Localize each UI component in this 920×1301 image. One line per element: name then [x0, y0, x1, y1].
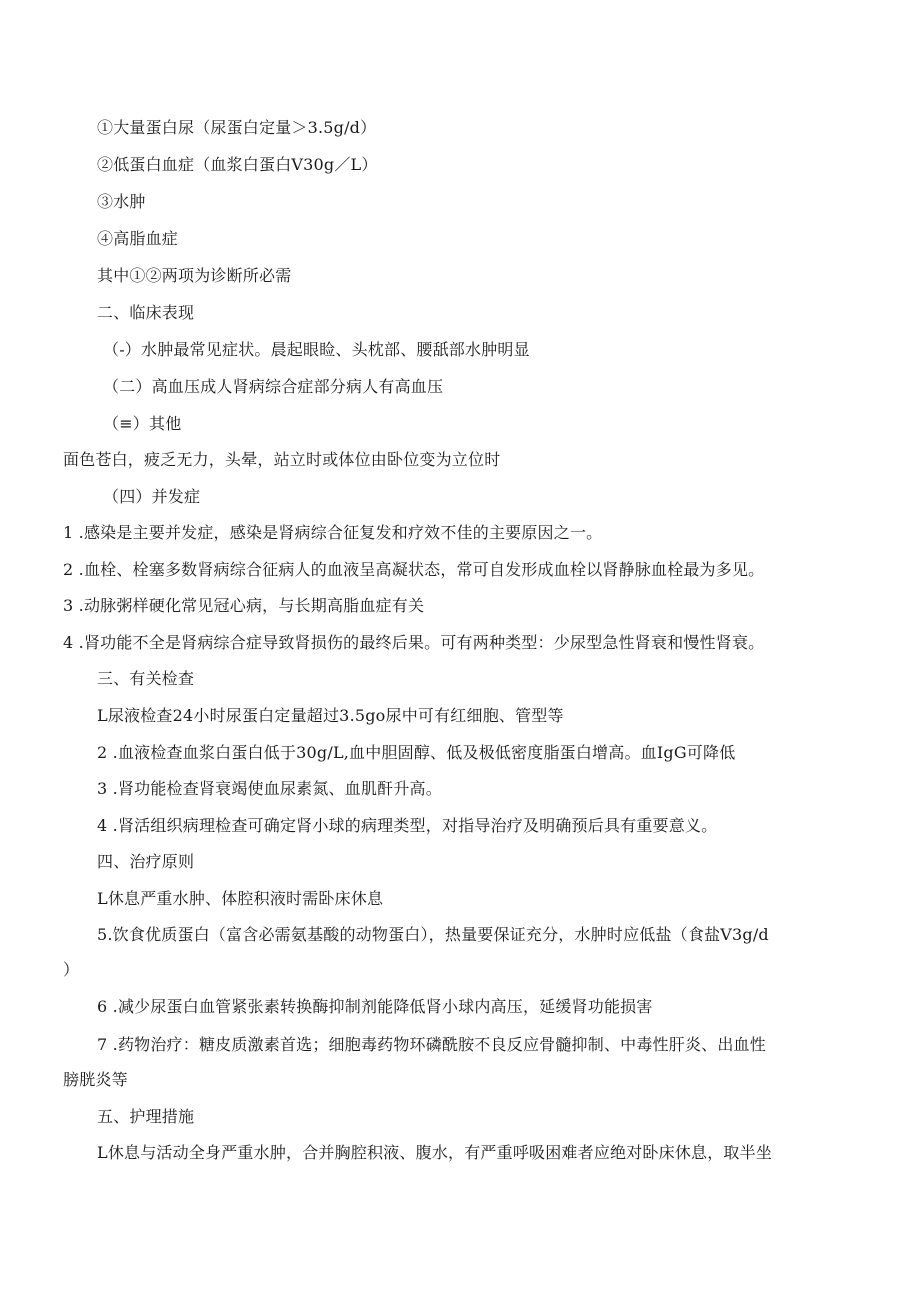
text-line: 2 .血栓、栓塞多数肾病综合征病人的血液呈高凝状态，常可自发形成血栓以肾静脉血栓最为多见。: [63, 560, 765, 579]
text-line: 7 .药物治疗：糖皮质激素首选；细胞毒药物环磷酰胺不良反应骨髓抑制、中毒性肝炎、出血性: [97, 1035, 766, 1054]
text-line: （-）水肿最常见症状。晨起眼睑、头枕部、腰舐部水肿明显: [103, 340, 530, 359]
text-line: 1 .感染是主要并发症，感染是肾病综合征复发和疗效不佳的主要原因之一。: [63, 523, 603, 542]
text-line: 3 .动脉粥样硬化常见冠心病，与长期高脂血症有关: [63, 596, 425, 615]
text-line: 4 .肾功能不全是肾病综合症导致肾损伤的最终后果。可有两种类型：少尿型急性肾衰和慢性肾衰。: [63, 633, 765, 652]
text-line: 4 .肾活组织病理检查可确定肾小球的病理类型，对指导治疗及明确预后具有重要意义。: [97, 816, 718, 835]
text-line: L尿液检查24小时尿蛋白定量超过3.5go尿中可有红细胞、管型等: [97, 706, 564, 725]
section-heading: 四、治疗原则: [97, 852, 195, 871]
text-line: 面色苍白，疲乏无力，头晕，站立时或体位由卧位变为立位时: [63, 450, 501, 469]
section-heading: 五、护理措施: [97, 1107, 195, 1126]
text-line: （二）高血压成人肾病综合症部分病人有高血压: [103, 377, 444, 396]
text-line: 2 .血液检查血浆白蛋白低于30g/L,血中胆固醇、低及极低密度脂蛋白增高。血IgG可降低: [97, 743, 736, 762]
text-line: ）: [63, 960, 80, 979]
text-line: L休息严重水肿、体腔积液时需卧床休息: [97, 889, 384, 908]
text-line: L休息与活动全身严重水肿，合并胸腔积液、腹水，有严重呼吸困难者应绝对卧床休息，取半坐: [97, 1143, 773, 1162]
section-heading: 二、临床表现: [97, 303, 195, 322]
section-heading: 三、有关检查: [97, 669, 195, 688]
text-line: 3 .肾功能检查肾衰竭使血尿素氮、血肌酐升高。: [97, 779, 442, 798]
text-line: （四）并发症: [103, 487, 201, 506]
text-line: 膀胱炎等: [63, 1070, 128, 1089]
text-line: 6 .减少尿蛋白血管紧张素转换酶抑制剂能降低肾小球内高压，延缓肾功能损害: [97, 997, 653, 1016]
text-line: ④高脂血症: [97, 229, 179, 248]
text-line: ①大量蛋白尿（尿蛋白定量＞3.5g/d）: [97, 118, 377, 137]
text-line: 5.饮食优质蛋白（富含必需氨基酸的动物蛋白），热量要保证充分，水肿时应低盐（食盐V3g/d: [97, 925, 769, 944]
text-line: ②低蛋白血症（血浆白蛋白V30g／L）: [97, 155, 378, 174]
text-line: ③水肿: [97, 192, 146, 211]
text-line: 其中①②两项为诊断所必需: [97, 266, 292, 285]
text-line: （≡）其他: [103, 414, 182, 433]
